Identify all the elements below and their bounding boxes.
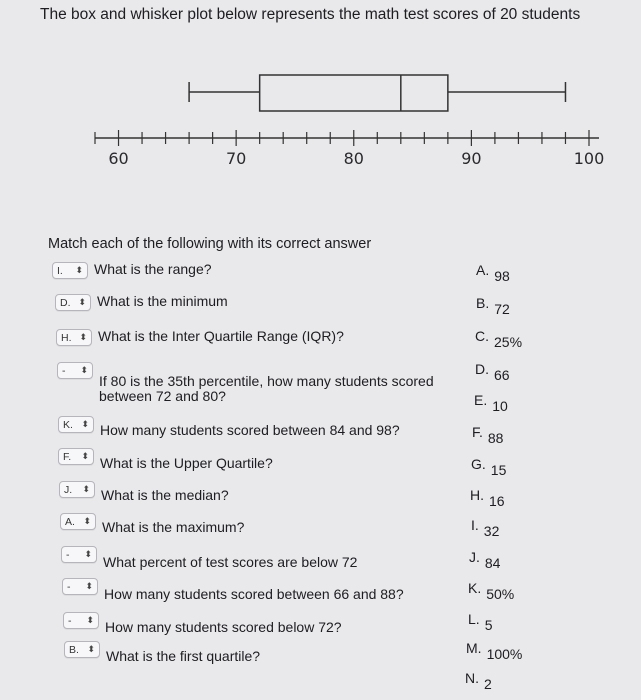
answer-select-between-66-88[interactable]: - ⬍ <box>62 578 98 595</box>
question-text-between-84-98: How many students scored between 84 and 98? <box>100 422 400 438</box>
box-plot <box>0 0 641 230</box>
answer-option-m: M. 100% <box>466 640 523 662</box>
answer-option-b: B. 72 <box>476 295 510 317</box>
updown-arrows-icon: ⬍ <box>86 615 94 625</box>
question-text-median: What is the median? <box>101 487 229 503</box>
answer-option-f: F. 88 <box>472 424 504 446</box>
updown-arrows-icon: ⬍ <box>82 484 90 494</box>
updown-arrows-icon: ⬍ <box>80 365 88 375</box>
answer-option-h: H. 16 <box>470 487 505 509</box>
question-text-below-72: How many students scored below 72? <box>105 619 342 635</box>
answer-select-median[interactable]: J. ⬍ <box>59 481 95 498</box>
tick-label: 60 <box>108 149 129 168</box>
question-row-between-84-98 <box>58 416 400 438</box>
updown-arrows-icon: ⬍ <box>84 549 92 559</box>
question-text-maximum: What is the maximum? <box>102 519 245 535</box>
answer-option-n: N. 2 <box>465 670 492 692</box>
answer-option-a: A. 98 <box>476 262 510 284</box>
question-text-first-quartile: What is the first quartile? <box>106 648 261 664</box>
tick-label: 90 <box>461 149 482 168</box>
tick-label: 80 <box>343 149 364 168</box>
instruction-text: Match each of the following with its correct answer <box>48 236 372 252</box>
tick-label: 100 <box>573 149 605 168</box>
tick-label: 70 <box>225 149 247 168</box>
answer-select-upper-quartile[interactable]: F. ⬍ <box>58 448 94 465</box>
question-row-percent-below-72 <box>61 546 357 570</box>
question-row-first-quartile <box>64 641 260 664</box>
answer-option-g: G. 15 <box>471 456 507 478</box>
iqr-box <box>260 75 448 111</box>
question-text-range: What is the range? <box>94 261 212 277</box>
question-text-upper-quartile: What is the Upper Quartile? <box>100 455 273 471</box>
updown-arrows-icon: ⬍ <box>79 332 87 342</box>
question-row-below-72 <box>63 612 342 635</box>
answer-option-k: K. 50% <box>468 580 515 602</box>
updown-arrows-icon: ⬍ <box>87 644 95 654</box>
updown-arrows-icon: ⬍ <box>78 297 86 307</box>
updown-arrows-icon: ⬍ <box>81 451 89 461</box>
answer-select-percentile[interactable]: - ⬍ <box>57 362 93 379</box>
question-text-minimum: What is the minimum <box>97 293 228 309</box>
question-text-between-66-88: How many students scored between 66 and 88? <box>104 586 404 602</box>
answer-option-j: J. 84 <box>469 549 501 571</box>
answer-option-l: L. 5 <box>468 611 493 633</box>
answer-select-range[interactable]: I. ⬍ <box>52 262 88 279</box>
updown-arrows-icon: ⬍ <box>85 581 93 591</box>
question-row-iqr <box>56 329 344 346</box>
question-text-percentile: If 80 is the 35th percentile, how many students scored between 72 and 80? <box>99 373 434 404</box>
question-text-percent-below-72: What percent of test scores are below 72 <box>103 554 358 570</box>
answer-select-below-72[interactable]: - ⬍ <box>63 612 99 629</box>
updown-arrows-icon: ⬍ <box>75 265 83 275</box>
updown-arrows-icon: ⬍ <box>83 516 91 526</box>
answer-select-minimum[interactable]: D. ⬍ <box>55 294 91 311</box>
question-row-median <box>59 481 229 503</box>
answer-option-d: D. 66 <box>475 361 510 383</box>
answer-option-c: C. 25% <box>475 328 523 350</box>
question-row-range <box>52 262 212 279</box>
answer-select-first-quartile[interactable]: B. ⬍ <box>64 641 100 658</box>
updown-arrows-icon: ⬍ <box>81 419 89 429</box>
question-text-iqr: What is the Inter Quartile Range (IQR)? <box>98 328 344 344</box>
question-row-upper-quartile <box>58 448 273 471</box>
answer-select-iqr[interactable]: H. ⬍ <box>56 329 92 346</box>
answer-select-between-84-98[interactable]: K. ⬍ <box>58 416 94 433</box>
answer-select-percent-below-72[interactable]: - ⬍ <box>61 546 97 563</box>
question-row-minimum <box>55 294 228 311</box>
question-title: The box and whisker plot below represents the math test scores of 20 students <box>40 6 581 23</box>
question-row-percentile <box>57 362 469 404</box>
answer-option-e: E. 10 <box>474 392 508 414</box>
question-row-maximum <box>60 513 244 535</box>
question-row-between-66-88 <box>62 578 404 602</box>
answer-option-i: I. 32 <box>471 517 500 539</box>
answer-select-maximum[interactable]: A. ⬍ <box>60 513 96 530</box>
